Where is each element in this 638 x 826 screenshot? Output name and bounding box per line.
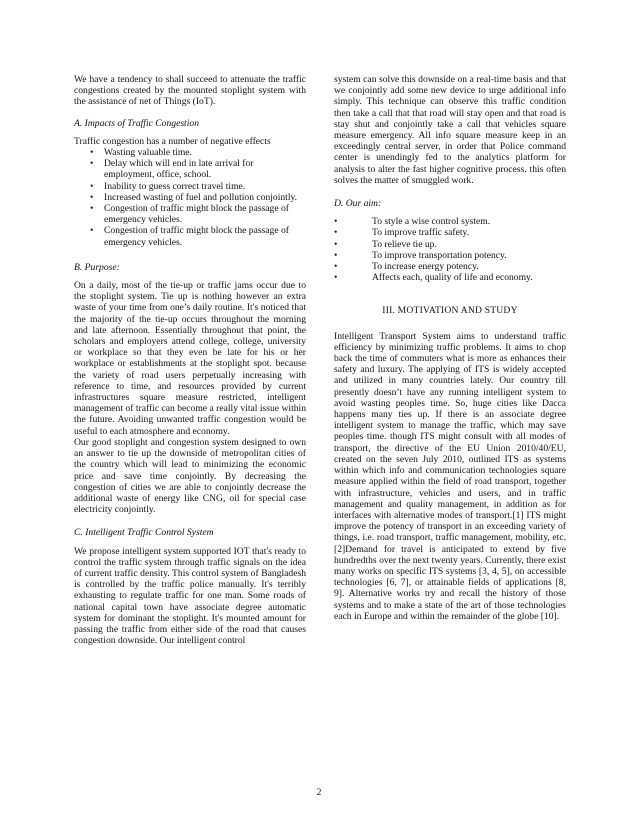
bullet-icon: • bbox=[90, 158, 94, 170]
section-a-heading: A. Impacts of Traffic Congestion bbox=[74, 117, 199, 129]
list-item: • To improve traffic safety. bbox=[334, 227, 470, 239]
list-item: • Congestion of traffic might block the passage of emergency vehicles. bbox=[90, 203, 289, 226]
list-item: • Increased wasting of fuel and pollution conjointly. bbox=[90, 191, 298, 203]
continued-paragraph: system can solve this downside on a real-time basis and that we conjointly add some new device to urge additional info simply. This technique can observe this traffic condition then take a call that that road will stay open and that road is stay shut and conjointly take a call that vehicles square measure emergency. All info square measure keep in an exceedingly central server, in order that Police command center is unendingly fed to the analytics platform for analysis to alter the fast higher cognitive process. this often solves the matter of smuggled work. bbox=[334, 74, 566, 186]
section-3-heading: III. MOTIVATION AND STUDY bbox=[382, 305, 518, 317]
left-column bbox=[74, 74, 306, 646]
bullet-icon: • bbox=[90, 191, 94, 203]
list-item: • Wasting valuable time. bbox=[90, 147, 192, 159]
list-item: • Inability to guess correct travel time. bbox=[90, 180, 246, 192]
list-item: • To improve transportation potency. bbox=[334, 249, 507, 261]
bullet-icon: • bbox=[334, 227, 338, 239]
list-item: • Affects each, quality of life and economy. bbox=[334, 272, 533, 284]
bullet-icon: • bbox=[90, 225, 94, 237]
bullet-icon: • bbox=[334, 216, 338, 228]
bullet-icon: • bbox=[90, 203, 94, 215]
right-column bbox=[334, 74, 566, 622]
list-item: • Delay which will end in late arrival for employment, office, school. bbox=[90, 158, 254, 181]
section-3-paragraph: Intelligent Transport System aims to understand traffic efficiency by minimizing traffic problems. It aims to chop back the time of commuters what is more as enhances their safety and luxury. The applying of ITS is widely accepted and utilized in many countries lately. Our country till presently doesn’t have any running intelligent system to avoid wasting peoples time. So, huge cities like Dacca happens many ties up. If there is an associate degree intelligent system to manage the traffic, which may save peoples time. though ITS might consult with all modes of transport, the directive of the EU Union 2010/40/EU, created on the seven July 2010, outlined ITS as systems within which info and communication technologies square measure applied within the field of road transport, together with infrastructure, vehicles and users, and in traffic management and quality management, in addition as for interfaces with alternative modes of transport.[1] ITS might improve the potency of transport in an exceeding variety of things, i.e. road transport, traffic management, mobility, etc.[2]Demand for travel is anticipated to extend by five hundredths over the next twenty years. Currently, there exist many works on specific ITS systems [3, 4, 5], on accessible technologies [6, 7], or attainable fields of applications [8, 9]. Alternative works try and recall the history of those systems and to make a state of the art of those technologies each in Europe and within the remainder of the globe [10]. bbox=[334, 330, 566, 622]
list-item: • To increase energy potency. bbox=[334, 261, 479, 273]
bullet-icon: • bbox=[334, 272, 338, 284]
section-d-aim-list bbox=[334, 216, 566, 283]
list-item: • To relieve tie up. bbox=[334, 238, 437, 250]
list-item: • Congestion of traffic might block the passage of emergency vehicles. bbox=[90, 225, 289, 248]
section-b-heading: B. Purpose: bbox=[74, 261, 120, 273]
list-item: • To style a wise control system. bbox=[334, 216, 491, 228]
section-a-bullet-list bbox=[74, 147, 306, 248]
bullet-icon: • bbox=[334, 238, 338, 250]
section-b-paragraph-2: Our good stoplight and congestion system designed to own an answer to tie up the downside of metropolitan cities of the country which will lead to minimizing the economic price and save time conjointly. By decreasing the congestion of cities we are able to conjointly decrease the additional waste of energy like CNG, oil for special case electricity conjointly. bbox=[74, 436, 306, 516]
bullet-icon: • bbox=[90, 147, 94, 159]
section-a-lead: Traffic congestion has a number of negative effects bbox=[74, 135, 271, 147]
bullet-icon: • bbox=[90, 180, 94, 192]
bullet-icon: • bbox=[334, 249, 338, 261]
section-c-heading: C. Intelligent Traffic Control System bbox=[74, 527, 214, 539]
section-b-paragraph-1: On a daily, most of the tie-up or traffic jams occur due to the stoplight system. Tie up is nothing however an extra waste of your time from one’s daily routine. It's noticed that the majority of the tie-up occurs throughout the morning and late afternoon. Essentially throughout that point, the scholars and employers attend college, college, university or workplace so that they even be late for his or her workplace or establishments at the stoplight spot. because the variety of road users perpetually increasing with reference to time, and resources provided by current infrastructures square measure restricted, intelligent management of traffic can become a really vital issue within the future. Avoiding unwanted traffic congestion would be useful to each atmosphere and economy. bbox=[74, 280, 306, 437]
intro-paragraph: We have a tendency to shall succeed to attenuate the traffic congestions created by the mounted stoplight system with the assistance of net of Things (IoT). bbox=[74, 74, 306, 108]
section-c-paragraph: We propose intelligent system supported IOT that's ready to control the traffic system through traffic signals on the idea of current traffic density. This control system of Bangladesh is controlled by the traffic police manually. It's terribly exhausting to regulate traffic for one man. Some roads of national capital town have associate degree automatic system for dominant the stoplight. It's mounted amount for passing the traffic from either side of the road that causes congestion downside. Our intelligent control bbox=[74, 545, 306, 647]
section-d-heading: D. Our aim: bbox=[334, 198, 382, 210]
bullet-icon: • bbox=[334, 261, 338, 273]
page-number: 2 bbox=[316, 787, 322, 798]
